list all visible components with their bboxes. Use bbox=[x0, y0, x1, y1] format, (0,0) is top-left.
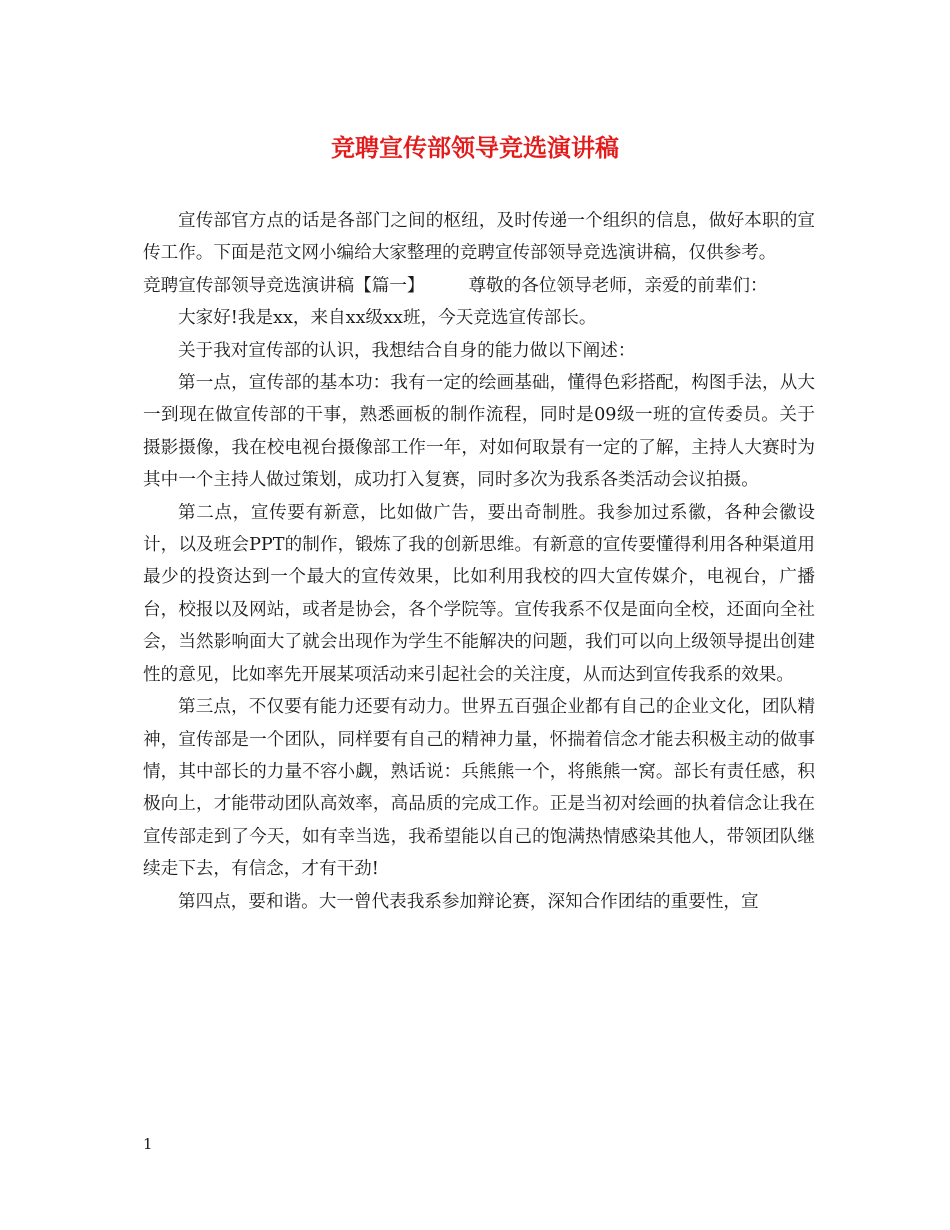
section-heading: 竞聘宣传部领导竞选演讲稿【篇一】 bbox=[143, 275, 425, 296]
document-body bbox=[143, 205, 815, 918]
heading-line bbox=[143, 270, 815, 302]
body-paragraph: 第二点，宣传要有新意，比如做广告，要出奇制胜。我参加过系徽，各种会徽设计，以及班会PPT的制作，锻炼了我的创新思维。有新意的宣传要懂得利用各种渠道用最少的投资达到一个最大的宣传效果，比如利用我校的四大宣传媒介，电视台，广播台，校报以及网站，或者是协会，各个学院等。宣传我系不仅是面向全校，还面向全社会，当然影响面大了就会出现作为学生不能解决的问题，我们可以向上级领导提出创建性的意见，比如率先开展某项活动来引起社会的关注度，从而达到宣传我系的效果。 bbox=[143, 502, 815, 685]
intro-paragraph: 宣传部官方点的话是各部门之间的枢纽，及时传递一个组织的信息，做好本职的宣传工作。下面是范文网小编给大家整理的竞聘宣传部领导竞选演讲稿，仅供参考。 bbox=[143, 211, 815, 264]
body-paragraph: 第三点，不仅要有能力还要有动力。世界五百强企业都有自己的企业文化，团队精神，宣传部是一个团队，同样要有自己的精神力量，怀揣着信念才能去积极主动的做事情，其中部长的力量不容小觑，熟话说：兵熊熊一个，将熊熊一窝。部长有责任感，积极向上，才能带动团队高效率，高品质的完成工作。正是当初对绘画的执着信念让我在宣传部走到了今天，如有幸当选，我希望能以自己的饱满热情感染其他人，带领团队继续走下去，有信念，才有干劲! bbox=[143, 697, 815, 880]
body-paragraph: 第四点，要和谐。大一曾代表我系参加辩论赛，深知合作团结的重要性，宣 bbox=[178, 891, 759, 912]
body-paragraph: 第一点，宣传部的基本功：我有一定的绘画基础，懂得色彩搭配，构图手法，从大一到现在做宣传部的干事，熟悉画板的制作流程，同时是09级一班的宣传委员。关于摄影摄像，我在校电视台摄像部工作一年，对如何取景有一定的了解，主持人大赛时为其中一个主持人做过策划，成功打入复赛，同时多次为我系各类活动会议拍摄。 bbox=[143, 373, 815, 491]
page-number: 1 bbox=[143, 1135, 153, 1153]
salutation: 尊敬的各位领导老师，亲爱的前辈们： bbox=[468, 275, 768, 296]
body-paragraph: 关于我对宣传部的认识，我想结合自身的能力做以下阐述： bbox=[178, 340, 636, 361]
document-title: 竞聘宣传部领导竞选演讲稿 bbox=[331, 134, 619, 162]
body-paragraph: 大家好!我是xx，来自xx级xx班，今天竞选宣传部长。 bbox=[178, 308, 597, 329]
